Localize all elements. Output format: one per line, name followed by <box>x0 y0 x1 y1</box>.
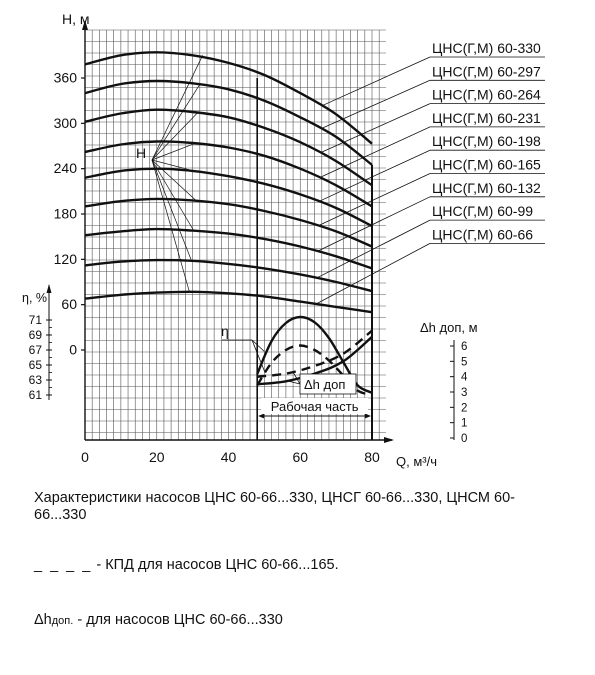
eta-marker-label: η <box>221 323 229 339</box>
npsh-tick-label: 1 <box>461 417 468 430</box>
working-range-arrowhead-left <box>258 414 264 419</box>
series-label: ЦНС(Г,М) 60-99 <box>432 203 534 220</box>
series-leader-line <box>319 150 430 201</box>
head-tick-label: 180 <box>53 205 77 222</box>
npsh-marker-label: Δh доп <box>304 377 346 392</box>
series-label: ЦНС(Г,М) 60-165 <box>432 156 541 173</box>
dashed-legend-text: - КПД для насосов ЦНС 60-66...165. <box>96 557 339 573</box>
series-label: ЦНС(Г,М) 60-330 <box>432 40 541 56</box>
eta-leader <box>252 340 264 371</box>
series-leader-line <box>317 220 430 278</box>
eta-leader <box>252 340 264 352</box>
x-tick-label: 20 <box>148 449 165 465</box>
working-range-label: Рабочая часть <box>270 399 359 414</box>
chart-labels <box>22 11 541 469</box>
npsh-tick-label: 2 <box>461 402 468 415</box>
x-axis-arrow <box>384 437 394 443</box>
series-label: ЦНС(Г,М) 60-132 <box>432 179 541 196</box>
npsh-symbol: Δh <box>34 612 52 628</box>
efficiency-tick-label: 63 <box>28 373 42 387</box>
chart-caption: Характеристики насосов ЦНС 60-66...330, ЦНСГ 60-66...330, ЦНСМ 60-66...330 <box>34 490 515 523</box>
x-tick-label: 80 <box>364 449 380 465</box>
npsh-tick-label: 3 <box>461 387 468 399</box>
head-tick-label: 0 <box>69 341 77 358</box>
head-tick-label: 360 <box>53 69 77 86</box>
efficiency-axis-arrow <box>47 284 52 293</box>
x-tick-label: 40 <box>220 449 237 465</box>
dashed-legend <box>34 557 339 574</box>
series-leader-line <box>320 104 430 153</box>
series-label: ЦНС(Г,М) 60-297 <box>432 63 541 80</box>
head-marker-label: H <box>136 145 147 161</box>
x-tick-label: 0 <box>81 449 89 465</box>
series-leader-line <box>318 174 430 226</box>
npsh-legend <box>34 612 283 630</box>
efficiency-tick-label: 67 <box>28 343 42 357</box>
series-label: ЦНС(Г,М) 60-198 <box>432 133 541 150</box>
efficiency-tick-label: 65 <box>28 358 42 372</box>
efficiency-tick-label: 61 <box>28 388 42 402</box>
npsh-legend-text: - для насосов ЦНС 60-66...330 <box>77 612 283 628</box>
npsh-symbol-sub: доп. <box>51 615 74 627</box>
head-tick-label: 240 <box>53 160 77 177</box>
efficiency-tick-label: 71 <box>28 313 42 327</box>
npsh-tick-label: 0 <box>461 433 468 445</box>
dashed-line-symbol: _ _ _ _ <box>34 557 93 573</box>
working-range-arrowhead-right <box>365 414 371 419</box>
leader-lines <box>152 55 545 384</box>
series-label: ЦНС(Г,М) 60-264 <box>432 86 541 103</box>
efficiency-axis-label: η, % <box>22 291 48 305</box>
npsh-axis-label: Δh доп, м <box>420 320 478 335</box>
x-tick-label: 60 <box>292 449 309 465</box>
head-tick-label: 120 <box>53 250 77 267</box>
x-axis-label: Q, м³/ч <box>396 454 437 469</box>
npsh-tick-label: 6 <box>461 341 468 353</box>
series-leader-line <box>316 243 430 304</box>
head-tick-label: 300 <box>53 114 77 131</box>
npsh-tick-label: 4 <box>461 371 468 384</box>
efficiency-tick-label: 69 <box>28 328 42 342</box>
series-label: ЦНС(Г,М) 60-231 <box>432 109 541 126</box>
head-marker-leader <box>152 112 198 160</box>
series-leader-line <box>317 197 430 251</box>
npsh-tick-label: 5 <box>461 356 468 369</box>
head-tick-label: 60 <box>61 296 77 313</box>
head-axis-label: H, м <box>62 11 90 27</box>
head-marker-leader <box>152 83 200 160</box>
series-label: ЦНС(Г,М) 60-66 <box>432 226 534 243</box>
